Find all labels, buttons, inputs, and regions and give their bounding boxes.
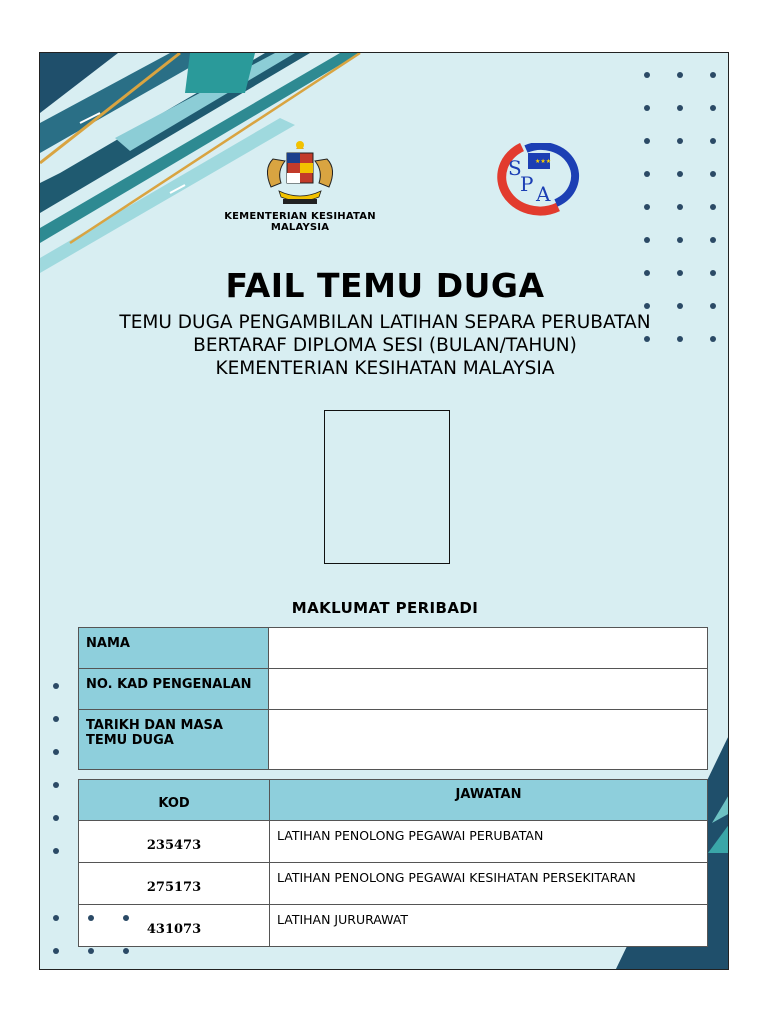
decorative-dot (644, 270, 650, 276)
coat-of-arms-icon (253, 139, 347, 207)
column-header-code: KOD (79, 780, 270, 821)
decorative-dot (677, 138, 683, 144)
decorative-dot (710, 138, 716, 144)
position-code: 275173 (79, 863, 270, 905)
decorative-dot (53, 915, 59, 921)
cover-page (39, 52, 729, 970)
photo-placeholder (324, 410, 450, 564)
decorative-dot (644, 204, 650, 210)
decorative-dot (88, 948, 94, 954)
decorative-dot (710, 303, 716, 309)
decorative-dot (53, 716, 59, 722)
position-code: 235473 (79, 821, 270, 863)
decorative-dot (677, 336, 683, 342)
decorative-dot (710, 171, 716, 177)
position-title: LATIHAN JURURAWAT (270, 905, 708, 947)
decorative-dot (123, 915, 129, 921)
decorative-dot (677, 105, 683, 111)
decorative-dot (53, 683, 59, 689)
position-title: LATIHAN PENOLONG PEGAWAI PERUBATAN (270, 821, 708, 863)
decorative-dot (710, 336, 716, 342)
decorative-dot (644, 138, 650, 144)
decorative-dot (677, 204, 683, 210)
decorative-dot (88, 915, 94, 921)
table-row (79, 905, 708, 947)
ministry-logo (200, 139, 400, 233)
subtitle-line-2: BERTARAF DIPLOMA SESI (BULAN/TAHUN) (193, 335, 577, 356)
decorative-dot (53, 815, 59, 821)
page-title: FAIL TEMU DUGA (225, 266, 545, 305)
decorative-dot (710, 237, 716, 243)
spa-letter-p: P (520, 172, 534, 196)
field-label-ic-number: NO. KAD PENGENALAN (79, 669, 269, 710)
personal-info-table (78, 627, 708, 770)
section-title: MAKLUMAT PERIBADI (291, 599, 479, 617)
decorative-dot (644, 72, 650, 78)
decorative-dot (677, 72, 683, 78)
subtitle-line-3: KEMENTERIAN KESIHATAN MALAYSIA (215, 358, 555, 379)
spa-letter-a: A (536, 182, 551, 206)
decorative-dot (53, 782, 59, 788)
spa-letter-s: S (508, 156, 522, 180)
ministry-caption: KEMENTERIAN KESIHATAN MALAYSIA (224, 211, 376, 233)
table-header-row (79, 780, 708, 821)
svg-text:★★★: ★★★ (535, 158, 552, 165)
decorative-dot (644, 105, 650, 111)
decorative-dot (677, 303, 683, 309)
name-field[interactable] (269, 628, 708, 669)
position-code: 431073 (79, 905, 270, 947)
decorative-dot (710, 72, 716, 78)
field-label-interview-datetime: TARIKH DAN MASA TEMU DUGA (79, 710, 269, 770)
positions-table (78, 779, 708, 947)
decorative-dot (677, 270, 683, 276)
decorative-dot (53, 948, 59, 954)
decorative-dot (677, 171, 683, 177)
decorative-dot (53, 749, 59, 755)
decorative-dot (644, 237, 650, 243)
decorative-dot (644, 336, 650, 342)
decorative-dot (644, 171, 650, 177)
table-row (79, 669, 708, 710)
field-label-name: NAMA (79, 628, 269, 669)
spa-logo-icon (470, 143, 580, 219)
position-title: LATIHAN PENOLONG PEGAWAI KESIHATAN PERSEKITARAN (270, 863, 708, 905)
decorative-dot (644, 303, 650, 309)
table-row (79, 821, 708, 863)
column-header-position: JAWATAN (270, 780, 708, 821)
subtitle-line-1: TEMU DUGA PENGAMBILAN LATIHAN SEPARA PERUBATAN (119, 312, 651, 333)
decorative-dot (710, 105, 716, 111)
decorative-dot (710, 270, 716, 276)
decorative-dot (710, 204, 716, 210)
ic-number-field[interactable] (269, 669, 708, 710)
table-row (79, 628, 708, 669)
decorative-dot (123, 948, 129, 954)
table-row (79, 863, 708, 905)
interview-datetime-field[interactable] (269, 710, 708, 770)
table-row (79, 710, 708, 770)
decorative-dot (677, 237, 683, 243)
decorative-dot (53, 848, 59, 854)
